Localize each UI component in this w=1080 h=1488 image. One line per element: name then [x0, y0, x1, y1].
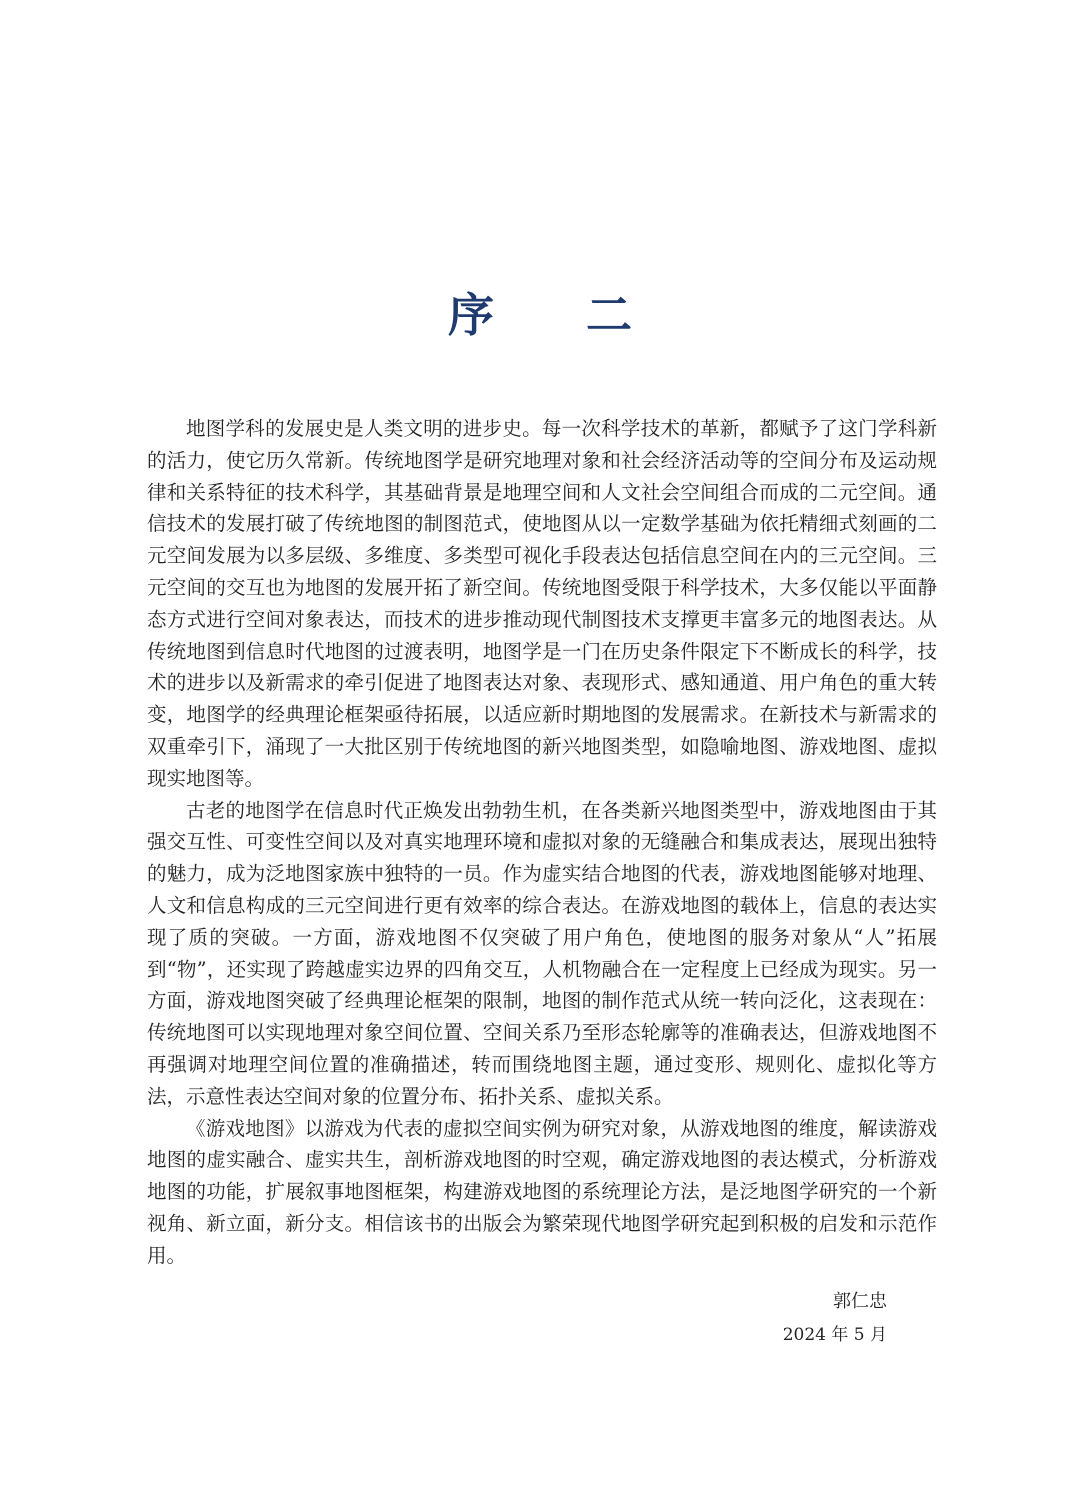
title-char-2: 二	[586, 288, 632, 342]
preface-body	[147, 413, 937, 1272]
page-title	[0, 285, 1080, 345]
paragraph-3: 《游戏地图》以游戏为代表的虚拟空间实例为研究对象，从游戏地图的维度，解读游戏地图的虚实融合、虚实共生，剖析游戏地图的时空观，确定游戏地图的表达模式，分析游戏地图的功能，扩展叙事地图框架，构建游戏地图的系统理论方法，是泛地图学研究的一个新视角、新立面，新分支。相信该书的出版会为繁荣现代地图学研究起到积极的启发和示范作用。	[147, 1116, 937, 1267]
signature-date: 2024 年 5 月	[782, 1325, 887, 1345]
title-char-1: 序	[448, 288, 494, 342]
paragraph-1: 地图学科的发展史是人类文明的进步史。每一次科学技术的革新，都赋予了这门学科新的活力，使它历久常新。传统地图学是研究地理对象和社会经济活动等的空间分布及运动规律和关系特征的技术科学，其基础背景是地理空间和人文社会空间组合而成的二元空间。通信技术的发展打破了传统地图的制图范式，使地图从以一定数学基础为依托精细式刻画的二元空间发展为以多层级、多维度、多类型可视化手段表达包括信息空间在内的三元空间。三元空间的交互也为地图的发展开拓了新空间。传统地图受限于科学技术，大多仅能以平面静态方式进行空间对象表达，而技术的进步推动现代制图技术支撑更丰富多元的地图表达。从传统地图到信息时代地图的过渡表明，地图学是一门在历史条件限定下不断成长的科学，技术的进步以及新需求的牵引促进了地图表达对象、表现形式、感知通道、用户角色的重大转变，地图学的经典理论框架亟待拓展，以适应新时期地图的发展需求。在新技术与新需求的双重牵引下，涌现了一大批区别于传统地图的新兴地图类型，如隐喻地图、游戏地图、虚拟现实地图等。	[147, 417, 937, 790]
author-signature: 郭仁忠	[833, 1291, 887, 1312]
paragraph-2: 古老的地图学在信息时代正焕发出勃勃生机，在各类新兴地图类型中，游戏地图由于其强交互性、可变性空间以及对真实地理环境和虚拟对象的无缝融合和集成表达，展现出独特的魅力，成为泛地图家族中独特的一员。作为虚实结合地图的代表，游戏地图能够对地理、人文和信息构成的三元空间进行更有效率的综合表达。在游戏地图的载体上，信息的表达实现了质的突破。一方面，游戏地图不仅突破了用户角色，使地图的服务对象从“人”拓展到“物”，还实现了跨越虚实边界的四角交互，人机物融合在一定程度上已经成为现实。另一方面，游戏地图突破了经典理论框架的限制，地图的制作范式从统一转向泛化，这表现在：传统地图可以实现地理对象空间位置、空间关系乃至形态轮廓等的准确表达，但游戏地图不再强调对地理空间位置的准确描述，转而围绕地图主题，通过变形、规则化、虚拟化等方法，示意性表达空间对象的位置分布、拓扑关系、虚拟关系。	[147, 798, 937, 1108]
